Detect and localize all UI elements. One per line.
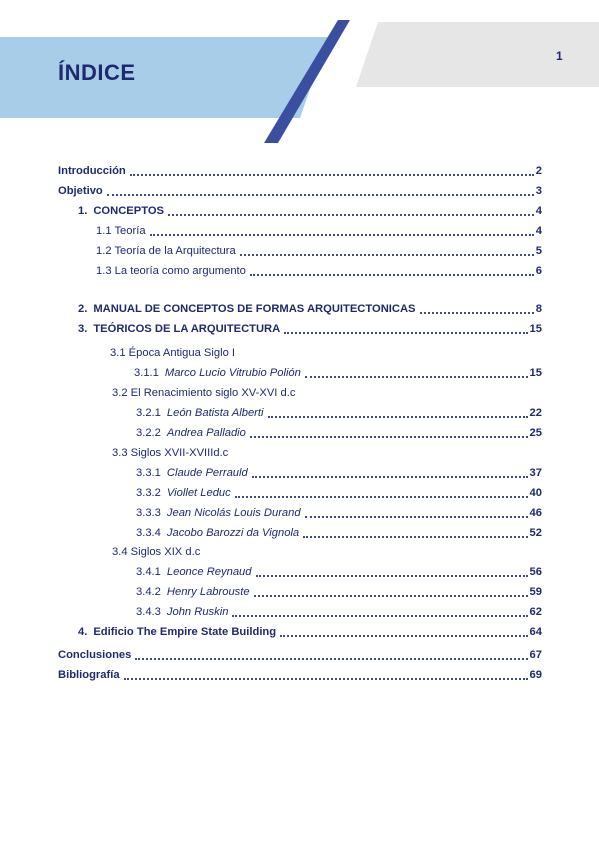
toc-entry-3-2-1[interactable] — [136, 405, 542, 421]
toc-page: 8 — [535, 303, 542, 315]
toc-number: 2. — [78, 303, 88, 315]
dot-leader — [268, 413, 528, 418]
toc-label: Marco Lucio Vitrubio Polión — [164, 367, 301, 379]
dot-leader — [254, 592, 528, 597]
toc-heading-3-2[interactable] — [112, 385, 295, 401]
page-number: 1 — [556, 49, 563, 63]
toc-entry-conceptos[interactable] — [78, 203, 542, 219]
toc-number: 3.2.2 — [136, 427, 161, 439]
toc-heading-3-1[interactable] — [110, 345, 235, 361]
page-title: ÍNDICE — [58, 60, 136, 85]
dot-leader — [284, 329, 527, 334]
toc-label: 1.2 Teoría de la Arquitectura — [96, 245, 236, 257]
toc-label: Claude Perrauld — [166, 467, 248, 479]
toc-label: 3.2 El Renacimiento siglo XV-XVI d.c — [112, 387, 296, 399]
toc-number: 3.4.3 — [136, 606, 161, 618]
toc-label: Edificio The Empire State Building — [93, 626, 277, 638]
dot-leader — [305, 513, 528, 518]
toc-page: 37 — [529, 467, 542, 479]
toc-number: 3.3.4 — [136, 527, 161, 539]
toc-label: Introducción — [58, 165, 126, 177]
toc-page: 40 — [529, 487, 542, 499]
toc-page: 15 — [529, 367, 542, 379]
dot-leader — [303, 533, 527, 538]
toc-entry-teoricos[interactable] — [78, 321, 542, 337]
toc-label: 3.3 Siglos XVII-XVIIId.c — [112, 447, 229, 459]
dot-leader — [124, 675, 528, 680]
dot-leader — [168, 211, 534, 216]
toc-label: 1.1 Teoría — [96, 225, 146, 237]
toc-page: 67 — [529, 649, 542, 661]
dot-leader — [420, 309, 534, 314]
toc-label: Jacobo Barozzi da Vignola — [166, 527, 300, 539]
toc-entry-3-3-1[interactable] — [136, 465, 542, 481]
dot-leader — [252, 473, 528, 478]
toc-page: 4 — [535, 205, 542, 217]
toc-entry-3-4-3[interactable] — [136, 604, 542, 620]
toc-number: 3.2.1 — [136, 407, 161, 419]
toc-entry-3-3-2[interactable] — [136, 485, 542, 501]
dot-leader — [235, 493, 528, 498]
toc-label: Leonce Reynaud — [166, 566, 252, 578]
dot-leader — [130, 171, 534, 176]
dot-leader — [135, 655, 527, 660]
toc-label: John Ruskin — [166, 606, 229, 618]
toc-entry-3-2-2[interactable] — [136, 425, 542, 441]
toc-label: Jean Nicolás Louis Durand — [166, 507, 301, 519]
toc-page: 6 — [535, 265, 542, 277]
toc-entry-conclusiones[interactable] — [58, 647, 542, 663]
toc-page: 3 — [535, 185, 542, 197]
toc-entry-3-3-3[interactable] — [136, 505, 542, 521]
toc-entry-1-3[interactable] — [96, 263, 542, 279]
toc-label: 3.1 Época Antigua Siglo I — [110, 347, 236, 359]
toc-entry-1-2[interactable] — [96, 243, 542, 259]
toc-entry-3-4-1[interactable] — [136, 564, 542, 580]
dot-leader — [150, 231, 534, 236]
toc-label: Bibliografía — [58, 669, 120, 681]
toc-label: Henry Labrouste — [166, 586, 250, 598]
toc-number: 4. — [78, 626, 88, 638]
toc-number: 3.3.1 — [136, 467, 161, 479]
toc-entry-3-4-2[interactable] — [136, 584, 542, 600]
toc-entry-3-3-4[interactable] — [136, 525, 542, 541]
dot-leader — [250, 433, 528, 438]
toc-page: 25 — [529, 427, 542, 439]
toc-page: 69 — [529, 669, 542, 681]
toc-page: 46 — [529, 507, 542, 519]
toc-label: Conclusiones — [58, 649, 132, 661]
toc-page: 4 — [535, 225, 542, 237]
toc-entry-1-1[interactable] — [96, 223, 542, 239]
toc-number: 3.3.2 — [136, 487, 161, 499]
toc-entry-manual[interactable] — [78, 301, 542, 317]
dot-leader — [250, 271, 534, 276]
toc-entry-bibliografia[interactable] — [58, 667, 542, 683]
dot-leader — [305, 373, 528, 378]
toc-page: 22 — [529, 407, 542, 419]
toc-number: 3.4.1 — [136, 566, 161, 578]
toc-label: CONCEPTOS — [93, 205, 165, 217]
toc-page: 56 — [529, 566, 542, 578]
toc-entry-introduccion[interactable] — [58, 163, 542, 179]
toc-number: 3.3.3 — [136, 507, 161, 519]
toc-heading-3-3[interactable] — [112, 445, 228, 461]
toc-number: 1. — [78, 205, 88, 217]
toc-page: 64 — [529, 626, 542, 638]
toc-number: 3. — [78, 323, 88, 335]
dot-leader — [240, 251, 534, 256]
toc-label: León Batista Alberti — [166, 407, 264, 419]
toc-page: 2 — [535, 165, 542, 177]
toc-entry-objetivo[interactable] — [58, 183, 542, 199]
dot-leader — [107, 191, 534, 196]
toc-label: TEÓRICOS DE LA ARQUITECTURA — [93, 323, 281, 335]
toc-label: Andrea Palladio — [166, 427, 246, 439]
toc-number: 3.1.1 — [134, 367, 159, 379]
dot-leader — [232, 612, 527, 617]
toc-page: 52 — [529, 527, 542, 539]
dot-leader — [280, 632, 527, 637]
toc-page: 5 — [535, 245, 542, 257]
toc-entry-3-1-1[interactable] — [134, 365, 542, 381]
dot-leader — [256, 572, 528, 577]
toc-label: Objetivo — [58, 185, 103, 197]
toc-page: 15 — [529, 323, 542, 335]
toc-page: 62 — [529, 606, 542, 618]
toc-label: Viollet Leduc — [166, 487, 231, 499]
toc-label: 3.4 Siglos XIX d.c — [112, 546, 201, 558]
toc-entry-empire-state[interactable] — [78, 624, 542, 640]
toc-label: MANUAL DE CONCEPTOS DE FORMAS ARQUITECTONICAS — [93, 303, 416, 315]
toc-number: 3.4.2 — [136, 586, 161, 598]
toc-label: 1.3 La teoría como argumento — [96, 265, 246, 277]
toc-page: 59 — [529, 586, 542, 598]
toc-heading-3-4[interactable] — [112, 544, 200, 560]
